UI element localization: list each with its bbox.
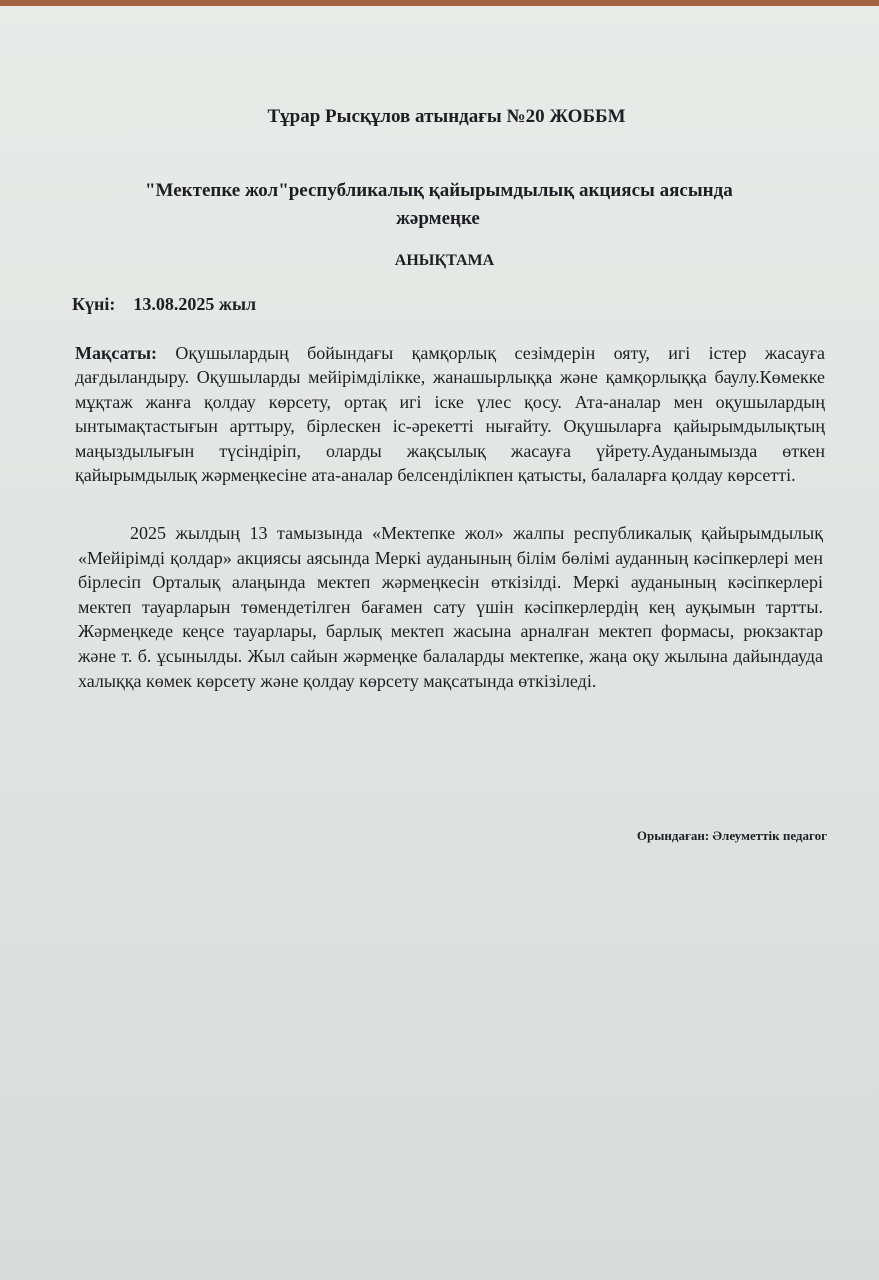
- date-label: Күні:: [72, 294, 116, 314]
- document-type-heading: АНЫҚТАМА: [394, 252, 495, 269]
- school-title: Тұрар Рысқұлов атындағы №20 ЖОББМ: [267, 106, 626, 127]
- signature-line: Орындаған: Әлеуметтік педагог: [636, 828, 827, 843]
- event-title: [145, 177, 835, 233]
- body-paragraph: 2025 жылдың 13 тамызында «Мектепке жол» жалпы республикалық қайырымдылық «Мейірімді қолдар» акциясы аясында Меркі ауданының білім бөлімі ауданның кәсіпкерлері мен бірлесіп Орталық алаңында мектеп жәрмеңкесін өткізілді. Меркі ауданының кәсіпкерлері мектеп тауарларын төмендетілген бағамен сату үшін кәсіпкерлердің кең ауқымын тартты. Жәрмеңкеде кеңсе тауарлары, барлық мектеп жасына арналған мектеп формасы, рюкзактар және т. б. ұсынылды. Жыл сайын жәрмеңке балаларды мектепке, жаңа оқу жылына дайындауда халыққа көмек көрсету және қолдау көрсету мақсатында өткізіледі.: [78, 523, 823, 691]
- event-title-line1: "Мектепке жол"республикалық қайырымдылық акциясы аясында: [145, 180, 733, 201]
- date-value: 13.08.2025 жыл: [133, 294, 257, 314]
- event-title-line2: жәрмеңке: [396, 208, 480, 229]
- document-page: [0, 6, 879, 1280]
- goal-text: Оқушылардың бойындағы қамқорлық сезімдерін ояту, игі істер жасауға дағдыландыру. Оқушыларды мейірімділікке, жанашырлыққа және қамқорлыққа баулу.Көмекке мұқтаж жанға қолдау көрсету, ортақ игі іске үлес қосу. Ата-аналар мен оқушылардың ынтымақтастығын арттыру, бірлескен іс-әрекетті нығайту. Оқушыларға қайырымдылықтың маңыздылығын түсіндіріп, оларды жақсылық жасауға үйрету.Ауданымызда өткен қайырымдылық жәрмеңкесіне ата-аналар белсенділікпен қатысты, балаларға қолдау көрсетті.: [75, 343, 826, 486]
- goal-paragraph: [75, 341, 825, 487]
- date-line: [72, 294, 256, 315]
- goal-label: Мақсаты:: [75, 343, 157, 363]
